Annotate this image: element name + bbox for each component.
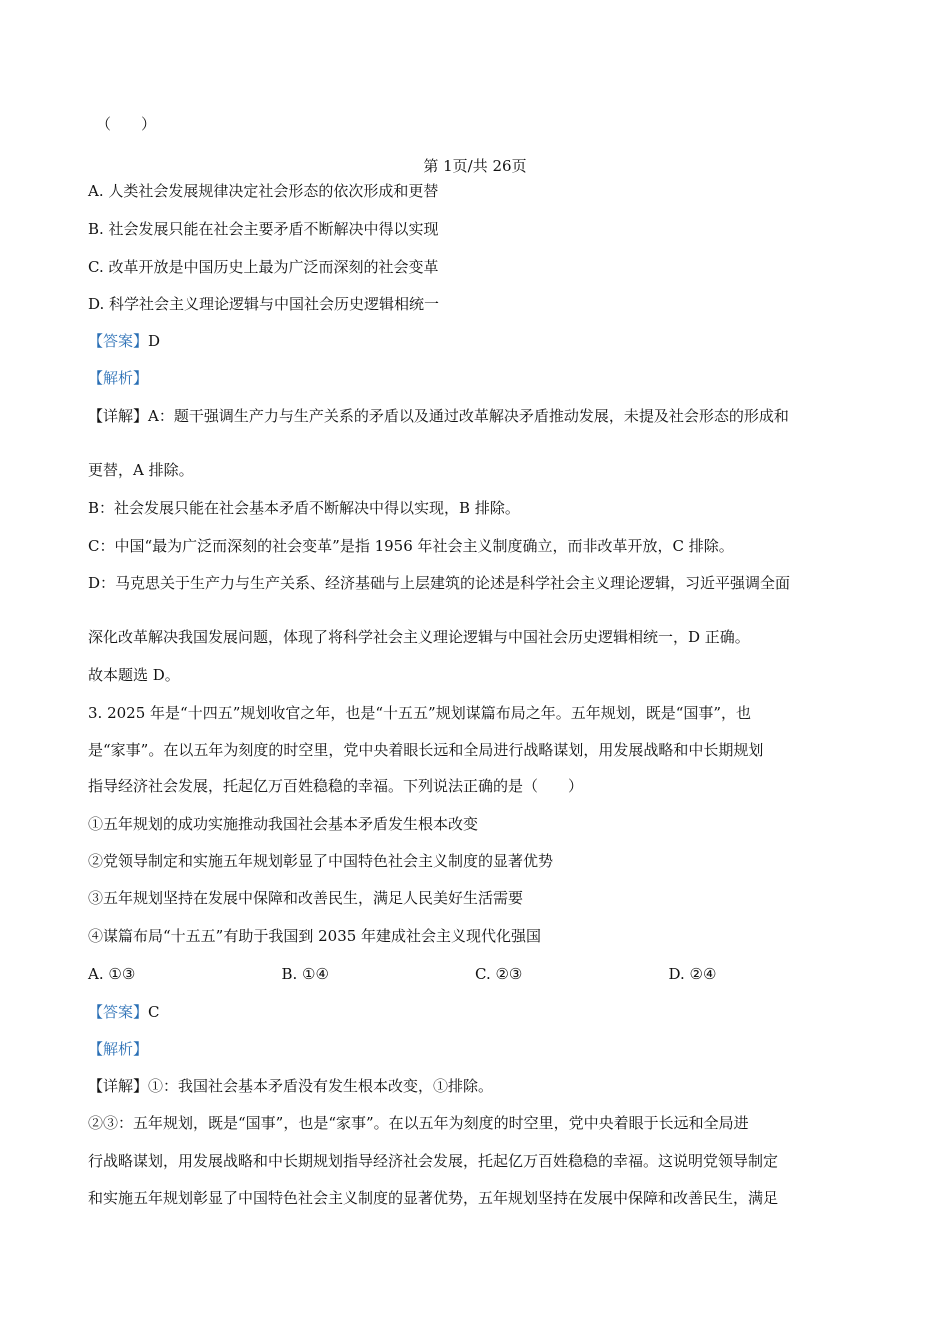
detail-tag: 【详解】 [88, 407, 149, 425]
q3-choice-d: D. ②④ [668, 965, 717, 983]
detail-text: ①：我国社会基本矛盾没有发生根本改变，①排除。 [148, 1077, 494, 1095]
q3-statement-3: ③五年规划坚持在发展中保障和改善民生，满足人民美好生活需要 [88, 889, 524, 907]
q3-stem-line: 指导经济社会发展，托起亿万百姓稳稳的幸福。下列说法正确的是（ ） [88, 777, 584, 795]
answer-tag: 【答案】 [88, 332, 149, 350]
answer-value: C [148, 1003, 160, 1021]
answer-paren: （ ） [96, 115, 157, 133]
q3-detail-line: ②③：五年规划，既是“国事”，也是“家事”。在以五年为刻度的时空里，党中央着眼于长远和全局进 [88, 1114, 749, 1132]
q3-choice-a: A. ①③ [88, 965, 136, 983]
q2-answer [88, 331, 862, 351]
q2-detail-line: D：马克思关于生产力与生产关系、经济基础与上层建筑的论述是科学社会主义理论逻辑，习近平强调全面 [88, 574, 791, 592]
q2-detail-line: C：中国“最为广泛而深刻的社会变革”是指 1956 年社会主义制度确立，而非改革开放，C 排除。 [88, 537, 734, 555]
q2-option-b: B. 社会发展只能在社会主要矛盾不断解决中得以实现 [88, 220, 439, 238]
q2-analysis-tag [88, 368, 862, 388]
q3-choice-b: B. ①④ [281, 965, 329, 983]
q3-stem-line: 是“家事”。在以五年为刻度的时空里，党中央着眼长远和全局进行战略谋划，用发展战略和中长期规划 [88, 741, 764, 759]
q3-statement-1: ①五年规划的成功实施推动我国社会基本矛盾发生根本改变 [88, 815, 479, 833]
q3-analysis-tag [88, 1039, 862, 1059]
detail-tag: 【详解】 [88, 1077, 149, 1095]
q2-option-d: D. 科学社会主义理论逻辑与中国社会历史逻辑相统一 [88, 295, 440, 313]
q3-answer [88, 1002, 862, 1022]
detail-text: A：题干强调生产力与生产关系的矛盾以及通过改革解决矛盾推动发展，未提及社会形态的形成和 [148, 407, 789, 425]
answer-value: D [148, 332, 161, 350]
q2-detail-line: B：社会发展只能在社会基本矛盾不断解决中得以实现，B 排除。 [88, 499, 520, 517]
q3-statement-4: ④谋篇布局“十五五”有助于我国到 2035 年建成社会主义现代化强国 [88, 927, 542, 945]
analysis-tag: 【解析】 [88, 369, 149, 387]
q2-option-c: C. 改革开放是中国历史上最为广泛而深刻的社会变革 [88, 258, 439, 276]
q3-stem-line: 3. 2025 年是“十四五”规划收官之年，也是“十五五”规划谋篇布局之年。五年规划，既是“国事”，也 [88, 704, 752, 722]
page-footer: 第 1页/共 26页 [423, 157, 527, 175]
q3-choice-c: C. ②③ [475, 965, 523, 983]
analysis-tag: 【解析】 [88, 1040, 149, 1058]
q2-detail-line: 更替，A 排除。 [88, 461, 194, 479]
q2-detail-line: 深化改革解决我国发展问题，体现了将科学社会主义理论逻辑与中国社会历史逻辑相统一，D 正确。 [88, 628, 750, 646]
q3-detail-line: 行战略谋划，用发展战略和中长期规划指导经济社会发展，托起亿万百姓稳稳的幸福。这说明党领导制定 [88, 1152, 779, 1170]
q2-detail-line: 故本题选 D。 [88, 666, 180, 684]
q3-detail-line: 和实施五年规划彰显了中国特色社会主义制度的显著优势，五年规划坚持在发展中保障和改善民生，满足 [88, 1189, 779, 1207]
answer-tag: 【答案】 [88, 1003, 149, 1021]
q3-detail-line [88, 1076, 862, 1096]
q2-detail-line [88, 406, 862, 426]
q3-choices [88, 964, 862, 984]
q3-statement-2: ②党领导制定和实施五年规划彰显了中国特色社会主义制度的显著优势 [88, 852, 554, 870]
q2-option-a: A. 人类社会发展规律决定社会形态的依次形成和更替 [88, 182, 439, 200]
